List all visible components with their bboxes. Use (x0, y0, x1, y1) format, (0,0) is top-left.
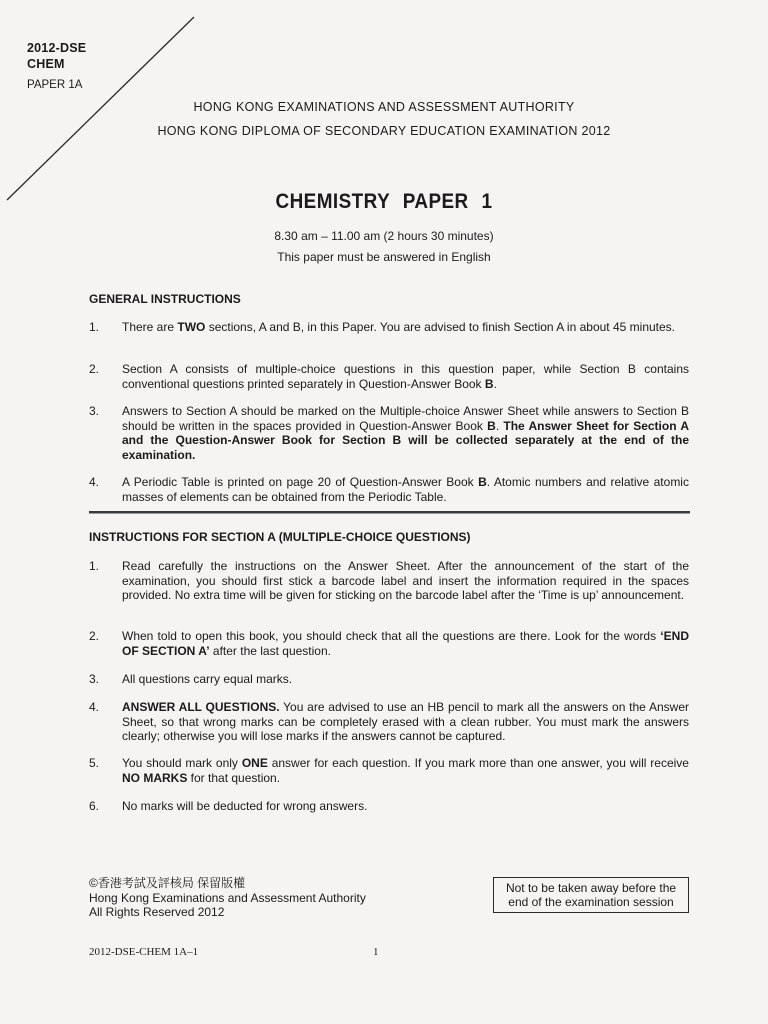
instruction-item (89, 629, 689, 658)
instruction-number: 1. (89, 559, 100, 573)
exam-code-line1: 2012-DSE (27, 41, 87, 55)
instruction-number: 3. (89, 672, 100, 686)
instruction-text (122, 672, 689, 687)
instruction-item (89, 559, 689, 603)
instruction-text (122, 320, 689, 335)
exam-code-line2: CHEM (27, 57, 65, 71)
rights-reserved: All Rights Reserved 2012 (89, 905, 225, 919)
instruction-item (89, 799, 689, 814)
instruction-text-bold: B (487, 418, 496, 433)
instruction-text-run: A Periodic Table is printed on page 20 of Question-Answer Book (122, 475, 479, 489)
instruction-text-bold: The Answer Sheet for Section A and the Question-Answer Book for Section B will be collected separately at the end of the examination. (122, 418, 689, 462)
page-code: 2012-DSE-CHEM 1A–1 (89, 946, 199, 958)
instruction-text (122, 700, 689, 744)
language-note: This paper must be answered in English (277, 250, 491, 264)
instruction-text-run: . Atomic numbers and relative atomic masses of elements can be obtained from the Periodic Table. (122, 475, 689, 504)
instruction-text (122, 475, 689, 504)
instruction-number: 4. (89, 700, 100, 714)
instruction-text-run: When told to open this book, you should check that all the questions are there. Look for the words (122, 629, 661, 643)
instruction-text-run: You should mark only (122, 756, 242, 770)
exam-time: 8.30 am – 11.00 am (2 hours 30 minutes) (274, 229, 494, 243)
instruction-text (122, 559, 689, 603)
paper-label: PAPER 1A (27, 79, 83, 91)
exam-name: HONG KONG DIPLOMA OF SECONDARY EDUCATION EXAMINATION 2012 (157, 124, 611, 138)
instruction-text-run: for that question. (187, 770, 281, 785)
instruction-item (89, 475, 689, 504)
paper-title: CHEMISTRY PAPER 1 (275, 190, 493, 213)
instruction-text-bold: NO MARKS (122, 770, 188, 785)
instruction-number: 3. (89, 404, 100, 418)
instruction-item (89, 700, 689, 744)
instruction-item (89, 362, 689, 391)
instruction-text (122, 799, 689, 814)
instruction-number: 2. (89, 362, 100, 376)
instruction-item (89, 320, 689, 335)
notice-line1: Not to be taken away before the (505, 881, 677, 895)
instruction-text-bold: TWO (177, 320, 206, 334)
instruction-text-run: No marks will be deducted for wrong answers. (122, 799, 368, 813)
instruction-text-run: There are (122, 320, 178, 334)
instruction-item (89, 404, 689, 462)
notice-line2: end of the examination session (508, 895, 674, 909)
instruction-text-bold: B (478, 475, 487, 489)
instruction-text-bold: ‘END OF SECTION A’ (122, 629, 689, 658)
instruction-item (89, 672, 689, 687)
instruction-text-run: answer for each question. If you mark more than one answer, you will receive (267, 756, 689, 770)
instruction-text-run: All questions carry equal marks. (122, 672, 293, 686)
instruction-text (122, 404, 689, 462)
instruction-text (122, 629, 689, 658)
instruction-text-run: Answers to Section A should be marked on the Multiple-choice Answer Sheet while answers to Section B should be written in the spaces provided in Question-Answer Book (122, 404, 689, 433)
instruction-text-bold: B (484, 376, 494, 391)
instruction-number: 1. (89, 320, 100, 334)
instruction-number: 5. (89, 756, 100, 770)
instruction-text-bold: ANSWER ALL QUESTIONS. (122, 700, 280, 714)
notice-box (493, 877, 689, 913)
instruction-text-run: . (493, 376, 497, 391)
instruction-text-run: You are advised to use an HB pencil to mark all the answers on the Answer Sheet, so that wrong marks can be completely erased with a clean rubber. You must mark the answers clearly; otherwise you will lose marks if the answers cannot be captured. (122, 700, 689, 743)
copyright-english: Hong Kong Examinations and Assessment Authority (89, 890, 366, 905)
instruction-text-run: after the last question. (209, 643, 331, 658)
page-number: 1 (373, 946, 379, 958)
instruction-text-run: Section A consists of multiple-choice questions in this question paper, while Section B contains conventional questions printed separately in Question-Answer Book (122, 362, 689, 391)
section-a-instructions-heading: INSTRUCTIONS FOR SECTION A (MULTIPLE-CHOICE QUESTIONS) (89, 530, 471, 544)
copyright-chinese: ©香港考試及評核局 保留版權 (89, 876, 246, 890)
instruction-number: 2. (89, 629, 100, 643)
instruction-text (122, 756, 689, 785)
general-instructions-heading: GENERAL INSTRUCTIONS (89, 292, 241, 306)
instruction-number: 4. (89, 475, 100, 489)
copyright-block (89, 876, 366, 920)
instruction-number: 6. (89, 799, 100, 813)
authority-name: HONG KONG EXAMINATIONS AND ASSESSMENT AUTHORITY (193, 100, 575, 114)
instruction-text-run: Read carefully the instructions on the Answer Sheet. After the announcement of the start of the examination, you should first stick a barcode label and insert the information required in the spaces provided. No extra time will be given for sticking on the barcode label after the ‘Time is up’ announcement. (122, 559, 689, 602)
instruction-text (122, 362, 689, 391)
instruction-text-bold: ONE (241, 756, 268, 770)
instruction-text-run: sections, A and B, in this Paper. You are advised to finish Section A in about 45 minutes. (205, 320, 676, 334)
instruction-item (89, 756, 689, 785)
instruction-text-run: . (495, 418, 504, 433)
section-divider (89, 511, 690, 514)
